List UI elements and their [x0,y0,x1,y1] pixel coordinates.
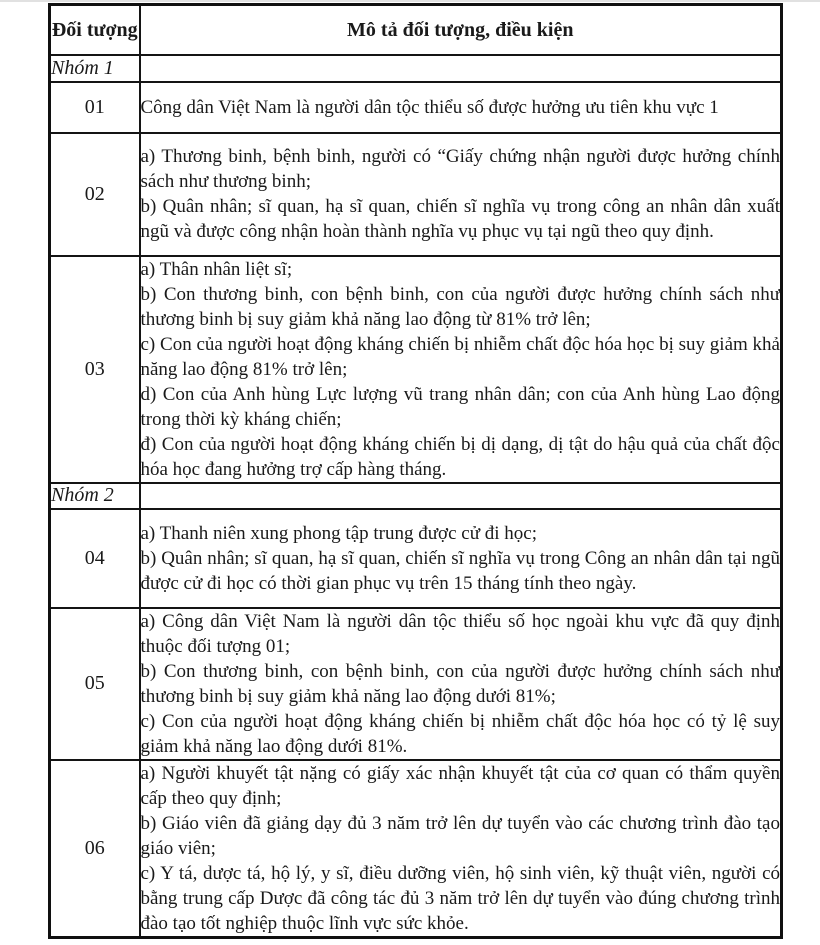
group-row-nhom-1 [50,55,782,82]
desc-paragraph: b) Giáo viên đã giảng dạy đủ 3 năm trở lên dự tuyển vào các chương trình đào tạo giáo viên; [140,812,780,859]
desc-paragraph: b) Quân nhân; sĩ quan, hạ sĩ quan, chiến sĩ nghĩa vụ trong công an nhân dân xuất ngũ và được công nhận hoàn thành nghĩa vụ phục vụ tại ngũ theo quy định. [140,196,780,242]
desc-paragraph: b) Quân nhân; sĩ quan, hạ sĩ quan, chiến sĩ nghĩa vụ trong Công an nhân dân tại ngũ được cử đi học có thời gian phục vụ trên 15 tháng tính theo ngày. [140,547,780,594]
subject-description [140,760,782,938]
subject-description [140,133,782,256]
table-row-05 [50,608,782,760]
header-subject-column: Đối tượng [50,5,140,55]
empty-cell [140,55,782,82]
empty-cell [140,483,782,509]
desc-paragraph: a) Thương binh, bệnh binh, người có “Giấy chứng nhận người được hưởng chính sách như thương binh; [140,146,780,192]
subject-description [140,256,782,483]
desc-paragraph: c) Y tá, dược tá, hộ lý, y sĩ, điều dưỡng viên, hộ sinh viên, kỹ thuật viên, người có bằng trung cấp Dược đã công tác đủ 3 năm trở lên dự tuyển vào đúng chương trình đào tạo tốt nghiệp thuộc lĩnh vực sức khỏe. [140,862,780,934]
subject-code: 04 [50,509,140,608]
table-row-06 [50,760,782,938]
group-label: Nhóm 2 [50,483,140,509]
desc-paragraph: d) Con của Anh hùng Lực lượng vũ trang nhân dân; con của Anh hùng Lao động trong thời kỳ kháng chiến; [140,383,780,430]
subject-description [140,608,782,760]
desc-paragraph: đ) Con của người hoạt động kháng chiến bị dị dạng, dị tật do hậu quả của chất độc hóa học đang hưởng trợ cấp hàng tháng. [140,433,780,480]
table-row-04 [50,509,782,608]
priority-subjects-table [48,3,783,939]
table-row-02 [50,133,782,256]
desc-paragraph: b) Con thương binh, con bệnh binh, con của người được hưởng chính sách như thương binh bị suy giảm khả năng lao động từ 81% trở lên; [140,283,780,330]
subject-code: 05 [50,608,140,760]
desc-paragraph: c) Con của người hoạt động kháng chiến bị nhiễm chất độc hóa học bị suy giảm khả năng lao động 81% trở lên; [140,333,780,380]
subject-description [140,509,782,608]
desc-paragraph: Công dân Việt Nam là người dân tộc thiểu số được hưởng ưu tiên khu vực 1 [140,96,719,118]
subject-code: 06 [50,760,140,938]
group-label: Nhóm 1 [50,55,140,82]
scan-artifact-line [0,0,820,2]
subject-code: 01 [50,82,140,133]
desc-paragraph: a) Người khuyết tật nặng có giấy xác nhận khuyết tật của cơ quan có thẩm quyền cấp theo quy định; [140,762,780,809]
subject-code: 03 [50,256,140,483]
desc-paragraph: a) Công dân Việt Nam là người dân tộc thiểu số học ngoài khu vực đã quy định thuộc đối tượng 01; [140,610,780,657]
subject-description [140,82,782,133]
header-description-column: Mô tả đối tượng, điều kiện [140,5,782,55]
desc-paragraph: b) Con thương binh, con bệnh binh, con của người được hưởng chính sách như thương binh bị suy giảm khả năng lao động dưới 81%; [140,660,780,707]
desc-paragraph: a) Thanh niên xung phong tập trung được cử đi học; [140,522,537,544]
table-row-03 [50,256,782,483]
desc-paragraph: a) Thân nhân liệt sĩ; [140,258,293,280]
desc-paragraph: c) Con của người hoạt động kháng chiến bị nhiễm chất độc hóa học có tỷ lệ suy giảm khả năng lao động dưới 81%. [140,710,780,757]
group-row-nhom-2 [50,483,782,509]
table-row-01 [50,82,782,133]
subject-code: 02 [50,133,140,256]
table-header-row [50,5,782,55]
